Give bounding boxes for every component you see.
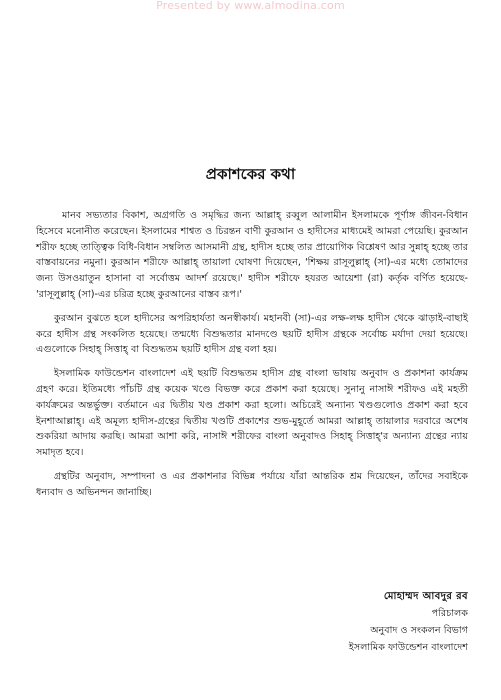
body-text [36, 208, 468, 509]
paragraph-2: কুরআন বুঝতে হলে হাদীসের অপরিহার্যতা অনস্বীকার্য। মহানবী (সা)-এর লক্ষ-লক্ষ হাদীস থেকে ঝাড়াই-বাছাই করে হাদীস গ্রন্থ সংকলিত হয়েছে। তন্মধ্যে বিশুদ্ধতার মানদণ্ডে ছয়টি হাদীস গ্রন্থকে সর্বোচ্চ মর্যাদা দেয়া হয়েছে। এগুলোকে সিহাহ্ সিত্তাহ্ বা বিশুদ্ধতম ছয়টি হাদীস গ্রন্থ বলা হয়। [36, 312, 468, 356]
signatory-name: মোহাম্মদ আবদুর রব [383, 591, 468, 602]
page-title: প্রকাশকের কথা [205, 165, 296, 183]
paragraph-1: মানব সভ্যতার বিকাশ, অগ্রগতি ও সমৃদ্ধির জন্য আল্লাহ্ রব্বুল আলামীন ইসলামকে পূর্ণাঙ্গ জীবন-বিধান হিসেবে মনোনীত করেছেন। ইসলামের শাশ্বত ও চিরন্তন বাণী কুরআন ও হাদীসের মাধ্যমেই আমরা পেয়েছি। কুরআন শরীফ হচ্ছে তাত্ত্বিক বিধি-বিধান সম্বলিত আসমানী গ্রন্থ, হাদীস হচ্ছে তার প্রায়োগিক বিশ্লেষণ আর সুন্নাহ্ হচ্ছে তার বাস্তবায়নের নমুনা। কুরআন শরীফে আল্লাহ্ তায়ালা ঘোষণা দিয়েছেন, 'শিক্ষয় রাসূলুল্লাহ্ (সা)-এর মধ্যে তোমাদের জন্য উসওয়াতুন হাসানা বা সর্বোত্তম আদর্শ রয়েছে।' হাদীস শরীফে হযরত আয়েশা (রা) কর্তৃক বর্ণিত হয়েছে- 'রাসূলুল্লাহ্ (সা)-এর চরিত্র হচ্ছে কুরআনের বাস্তব রূপ।' [36, 210, 468, 300]
signatory-organization: ইসলামিক ফাউন্ডেশন বাংলাদেশ [348, 642, 468, 653]
watermark-text: Presented by www.almodina.com [156, 0, 345, 12]
signatory-department: অনুবাদ ও সংকলন বিভাগ [370, 625, 468, 636]
signatory-designation: পরিচালক [431, 608, 468, 619]
paragraph-4: গ্রন্থটির অনুবাদ, সম্পাদনা ও এর প্রকাশনার বিভিন্ন পর্যায়ে যাঁরা আন্তরিক শ্রম দিয়েছেন, তাঁদের সবাইকে ধন্যবাদ ও অভিনন্দন জানাচ্ছি। [36, 470, 468, 498]
paragraph-3: ইসলামিক ফাউন্ডেশন বাংলাদেশ এই ছয়টি বিশুদ্ধতম হাদীস গ্রন্থ বাংলা ভাষায় অনুবাদ ও প্রকাশনা কার্যক্রম গ্রহণ করে। ইতিমধ্যে পাঁচটি গ্রন্থ কয়েক খণ্ডে বিভক্ত করে প্রকাশ করা হয়েছে। সুনানু নাসাঈ শরীফও এই মহতী কার্যক্রমের অন্তর্ভুক্ত। বর্তমানে এর দ্বিতীয় খণ্ড প্রকাশ করা হলো। অচিরেই অন্যান্য খণ্ডগুলোও প্রকাশ করা হবে ইনশাআল্লাহ্। এই অমূল্য হাদীস-গ্রন্থের দ্বিতীয় খণ্ডটি প্রকাশের শুভ-মুহূর্তে আমরা আল্লাহ্ তায়ালার দরবারে অশেষ শুকরিয়া আদায় করছি। আমরা আশা করি, নাসাঈ শরীফের বাংলা অনুবাদও সিহাহ্ সিত্তাহ্'র অন্যান্য গ্রন্থের ন্যায় সমাদৃত হবে। [36, 368, 468, 459]
signature-block [250, 588, 468, 656]
